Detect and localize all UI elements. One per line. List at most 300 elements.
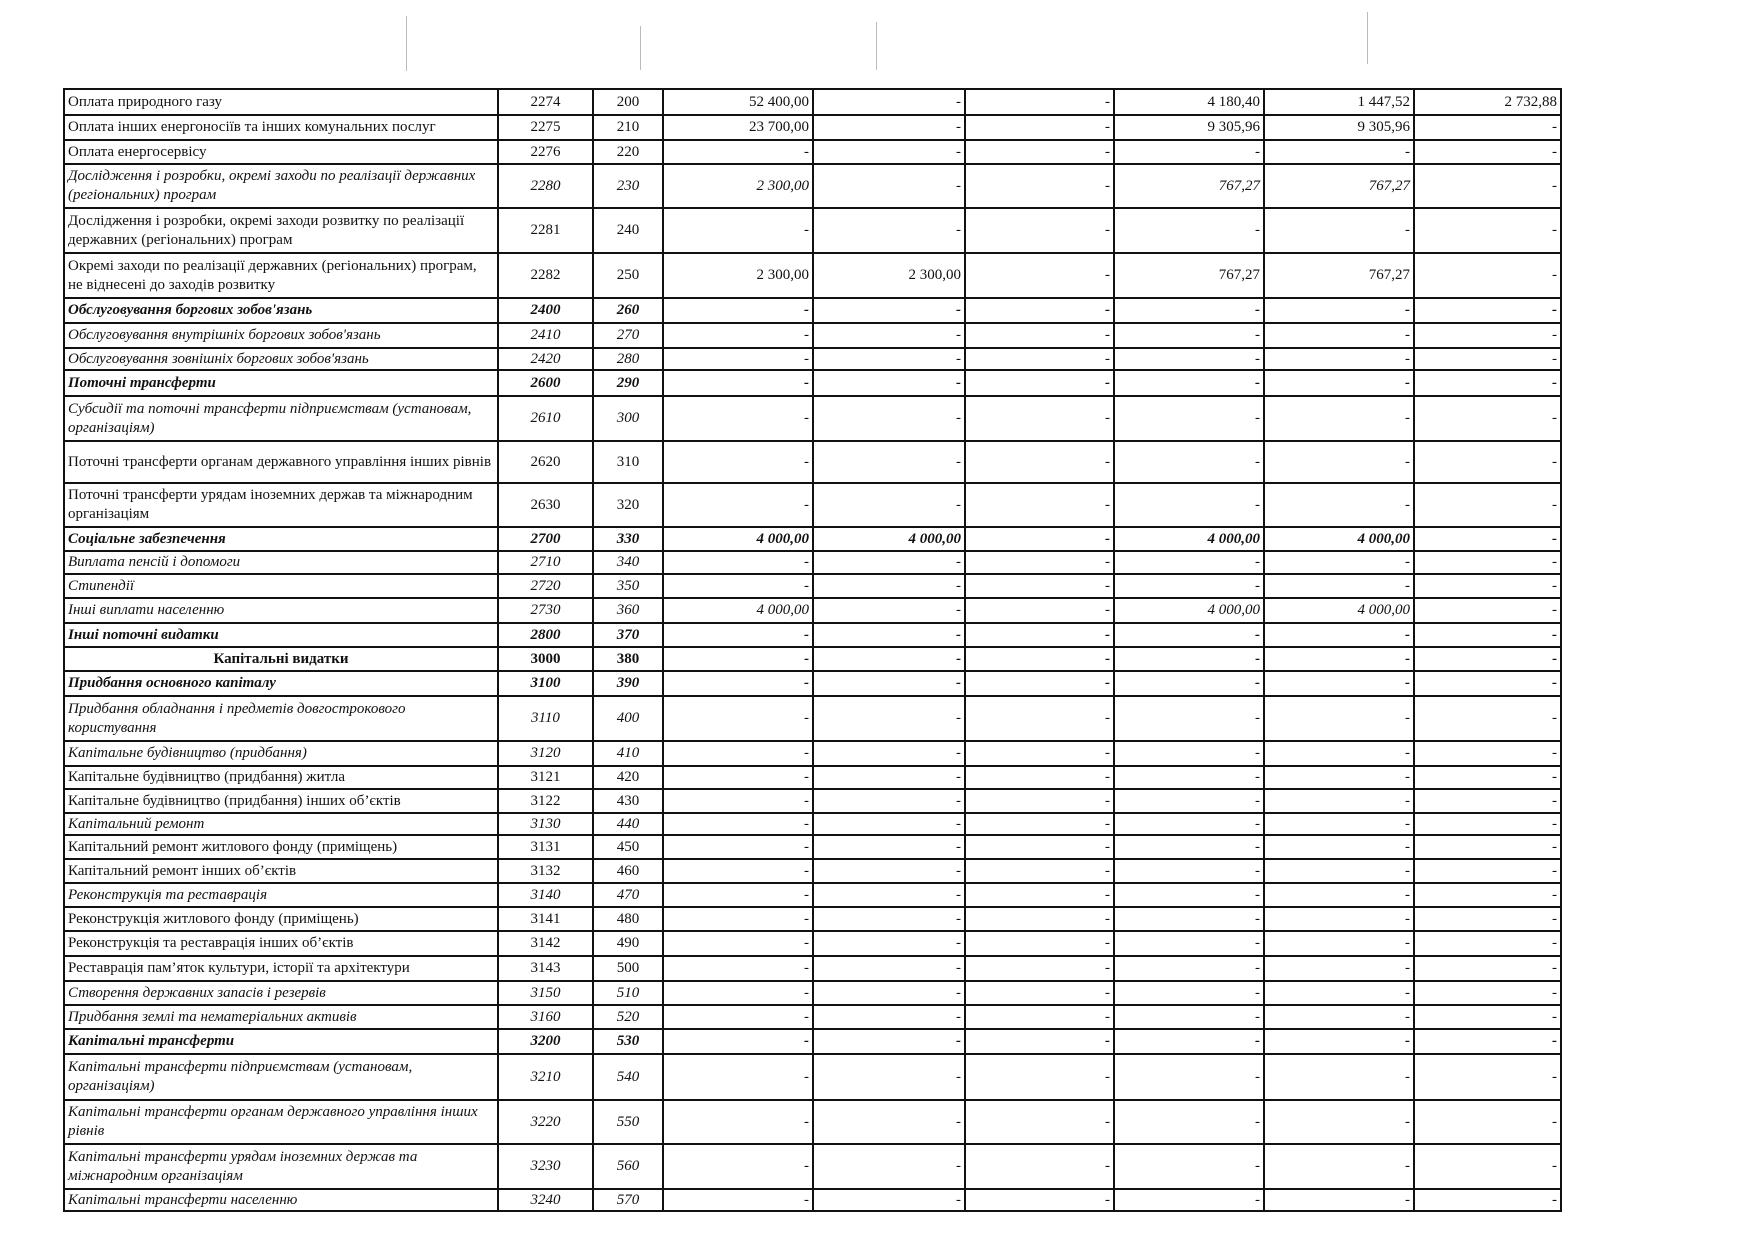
- row-value-5: -: [1264, 789, 1414, 813]
- row-value-2: -: [813, 696, 965, 741]
- row-value-1: -: [663, 981, 813, 1005]
- row-kekv-code: 2800: [498, 623, 593, 647]
- row-value-3: -: [965, 348, 1114, 370]
- row-name: Реставрація пам’яток культури, історії та архітектури: [64, 956, 498, 981]
- row-name: Капітальні трансферти урядам іноземних держав та міжнародним організаціям: [64, 1144, 498, 1189]
- row-value-4: -: [1114, 623, 1264, 647]
- row-value-4: -: [1114, 298, 1264, 323]
- row-value-4: -: [1114, 1144, 1264, 1189]
- row-value-3: -: [965, 647, 1114, 671]
- row-value-2: -: [813, 956, 965, 981]
- row-value-5: -: [1264, 574, 1414, 598]
- row-kekv-code: 3141: [498, 907, 593, 931]
- row-line-code: 390: [593, 671, 663, 696]
- row-value-2: -: [813, 441, 965, 483]
- table-row: [64, 671, 1561, 696]
- row-line-code: 510: [593, 981, 663, 1005]
- row-name: Капітальні трансферти підприємствам (установам, організаціям): [64, 1054, 498, 1100]
- row-value-5: -: [1264, 551, 1414, 574]
- row-value-1: -: [663, 859, 813, 883]
- row-value-4: -: [1114, 441, 1264, 483]
- row-name: Поточні трансферти урядам іноземних держав та міжнародним організаціям: [64, 483, 498, 527]
- row-value-5: -: [1264, 208, 1414, 253]
- row-value-1: -: [663, 574, 813, 598]
- row-value-1: -: [663, 907, 813, 931]
- row-name: Оплата інших енергоносіїв та інших комунальних послуг: [64, 115, 498, 140]
- row-value-5: -: [1264, 696, 1414, 741]
- row-line-code: 250: [593, 253, 663, 298]
- row-name: Соціальне забезпечення: [64, 527, 498, 551]
- row-value-4: -: [1114, 396, 1264, 441]
- row-value-2: -: [813, 907, 965, 931]
- row-value-2: 2 300,00: [813, 253, 965, 298]
- row-name: Капітальний ремонт житлового фонду (приміщень): [64, 835, 498, 859]
- row-value-4: -: [1114, 1005, 1264, 1029]
- row-value-3: -: [965, 696, 1114, 741]
- row-value-5: -: [1264, 741, 1414, 766]
- row-value-1: -: [663, 671, 813, 696]
- row-value-1: -: [663, 1029, 813, 1054]
- row-value-4: -: [1114, 323, 1264, 348]
- table-row: [64, 370, 1561, 396]
- table-row: [64, 574, 1561, 598]
- row-value-5: -: [1264, 323, 1414, 348]
- row-name: Реконструкція та реставрація інших об’єктів: [64, 931, 498, 956]
- row-value-6: -: [1414, 1189, 1561, 1211]
- row-name: Дослідження і розробки, окремі заходи розвитку по реалізації державних (регіональних) програм: [64, 208, 498, 253]
- row-value-6: -: [1414, 115, 1561, 140]
- row-value-2: -: [813, 89, 965, 115]
- row-name: Капітальні видатки: [64, 647, 498, 671]
- row-value-3: -: [965, 671, 1114, 696]
- row-line-code: 370: [593, 623, 663, 647]
- table-row: [64, 527, 1561, 551]
- row-value-1: -: [663, 551, 813, 574]
- row-value-2: -: [813, 396, 965, 441]
- row-value-1: -: [663, 789, 813, 813]
- row-value-3: -: [965, 956, 1114, 981]
- row-value-6: -: [1414, 1100, 1561, 1144]
- row-value-6: -: [1414, 441, 1561, 483]
- table-row: [64, 696, 1561, 741]
- row-value-4: -: [1114, 671, 1264, 696]
- table-row: [64, 89, 1561, 115]
- table-row: [64, 483, 1561, 527]
- row-kekv-code: 2720: [498, 574, 593, 598]
- row-value-5: -: [1264, 835, 1414, 859]
- row-value-1: -: [663, 813, 813, 835]
- row-value-6: -: [1414, 370, 1561, 396]
- row-value-3: -: [965, 907, 1114, 931]
- row-line-code: 470: [593, 883, 663, 907]
- row-value-3: -: [965, 766, 1114, 789]
- row-value-2: -: [813, 370, 965, 396]
- row-value-6: -: [1414, 741, 1561, 766]
- row-line-code: 340: [593, 551, 663, 574]
- row-value-5: -: [1264, 298, 1414, 323]
- row-line-code: 200: [593, 89, 663, 115]
- row-value-4: -: [1114, 859, 1264, 883]
- row-kekv-code: 2620: [498, 441, 593, 483]
- row-value-3: -: [965, 323, 1114, 348]
- row-value-4: -: [1114, 348, 1264, 370]
- row-line-code: 360: [593, 598, 663, 623]
- row-value-3: -: [965, 527, 1114, 551]
- row-value-6: -: [1414, 883, 1561, 907]
- row-value-4: -: [1114, 647, 1264, 671]
- row-value-6: -: [1414, 1005, 1561, 1029]
- row-value-6: -: [1414, 789, 1561, 813]
- table-row: [64, 164, 1561, 208]
- row-kekv-code: 3130: [498, 813, 593, 835]
- row-value-3: -: [965, 981, 1114, 1005]
- row-value-1: 4 000,00: [663, 527, 813, 551]
- row-kekv-code: 3200: [498, 1029, 593, 1054]
- row-value-4: -: [1114, 907, 1264, 931]
- row-value-2: -: [813, 766, 965, 789]
- row-name: Створення державних запасів і резервів: [64, 981, 498, 1005]
- row-value-4: -: [1114, 1100, 1264, 1144]
- row-value-6: -: [1414, 208, 1561, 253]
- table-row: [64, 598, 1561, 623]
- row-value-6: -: [1414, 1144, 1561, 1189]
- row-value-3: -: [965, 574, 1114, 598]
- row-kekv-code: 2610: [498, 396, 593, 441]
- row-value-5: 767,27: [1264, 253, 1414, 298]
- row-value-6: -: [1414, 1029, 1561, 1054]
- row-kekv-code: 2400: [498, 298, 593, 323]
- row-value-1: -: [663, 298, 813, 323]
- row-value-4: -: [1114, 766, 1264, 789]
- row-value-5: -: [1264, 1029, 1414, 1054]
- row-value-6: -: [1414, 1054, 1561, 1100]
- budget-expenditure-table: [63, 88, 1562, 1212]
- row-value-2: -: [813, 551, 965, 574]
- row-value-3: -: [965, 835, 1114, 859]
- row-value-3: -: [965, 859, 1114, 883]
- row-value-4: -: [1114, 574, 1264, 598]
- row-value-5: 4 000,00: [1264, 598, 1414, 623]
- row-value-3: -: [965, 1144, 1114, 1189]
- row-value-2: -: [813, 1029, 965, 1054]
- row-kekv-code: 3143: [498, 956, 593, 981]
- row-line-code: 210: [593, 115, 663, 140]
- row-line-code: 560: [593, 1144, 663, 1189]
- scan-artifact: [876, 22, 877, 70]
- row-value-6: -: [1414, 298, 1561, 323]
- row-value-2: -: [813, 1054, 965, 1100]
- row-name: Капітальні трансферти населенню: [64, 1189, 498, 1211]
- row-value-4: -: [1114, 931, 1264, 956]
- row-kekv-code: 2600: [498, 370, 593, 396]
- row-name: Виплата пенсій і допомоги: [64, 551, 498, 574]
- table-row: [64, 981, 1561, 1005]
- row-value-1: -: [663, 741, 813, 766]
- row-kekv-code: 3122: [498, 789, 593, 813]
- table-row: [64, 348, 1561, 370]
- row-value-3: -: [965, 208, 1114, 253]
- table-row: [64, 647, 1561, 671]
- row-value-6: -: [1414, 931, 1561, 956]
- row-kekv-code: 3220: [498, 1100, 593, 1144]
- table-row: [64, 741, 1561, 766]
- row-value-5: -: [1264, 1100, 1414, 1144]
- row-value-5: 1 447,52: [1264, 89, 1414, 115]
- scan-artifact: [406, 16, 407, 71]
- row-value-2: -: [813, 323, 965, 348]
- row-value-6: -: [1414, 647, 1561, 671]
- row-kekv-code: 2710: [498, 551, 593, 574]
- row-value-6: -: [1414, 527, 1561, 551]
- row-kekv-code: 2280: [498, 164, 593, 208]
- table-row: [64, 551, 1561, 574]
- table-row: [64, 1144, 1561, 1189]
- row-kekv-code: 2700: [498, 527, 593, 551]
- row-value-4: -: [1114, 813, 1264, 835]
- row-name: Поточні трансферти органам державного управління інших рівнів: [64, 441, 498, 483]
- row-value-2: -: [813, 1189, 965, 1211]
- row-kekv-code: 3121: [498, 766, 593, 789]
- table-row: [64, 859, 1561, 883]
- row-name: Субсидії та поточні трансферти підприємствам (установам, організаціям): [64, 396, 498, 441]
- row-value-1: -: [663, 208, 813, 253]
- row-value-1: -: [663, 483, 813, 527]
- row-value-1: -: [663, 1054, 813, 1100]
- row-value-6: -: [1414, 671, 1561, 696]
- row-value-5: 9 305,96: [1264, 115, 1414, 140]
- row-line-code: 410: [593, 741, 663, 766]
- row-value-6: -: [1414, 348, 1561, 370]
- row-name: Придбання обладнання і предметів довгострокового користування: [64, 696, 498, 741]
- row-kekv-code: 3000: [498, 647, 593, 671]
- row-value-2: -: [813, 140, 965, 164]
- row-value-5: -: [1264, 907, 1414, 931]
- row-name: Реконструкція житлового фонду (приміщень): [64, 907, 498, 931]
- table-row: [64, 956, 1561, 981]
- row-value-1: -: [663, 348, 813, 370]
- row-kekv-code: 2281: [498, 208, 593, 253]
- row-value-3: -: [965, 253, 1114, 298]
- row-value-6: -: [1414, 696, 1561, 741]
- row-value-4: 4 000,00: [1114, 527, 1264, 551]
- row-value-3: -: [965, 396, 1114, 441]
- row-kekv-code: 3150: [498, 981, 593, 1005]
- row-value-2: -: [813, 859, 965, 883]
- row-kekv-code: 2276: [498, 140, 593, 164]
- row-value-3: -: [965, 1005, 1114, 1029]
- row-value-5: -: [1264, 1189, 1414, 1211]
- table-row: [64, 835, 1561, 859]
- row-value-1: -: [663, 623, 813, 647]
- row-kekv-code: 2274: [498, 89, 593, 115]
- row-line-code: 570: [593, 1189, 663, 1211]
- row-kekv-code: 3140: [498, 883, 593, 907]
- row-value-4: -: [1114, 956, 1264, 981]
- row-value-1: -: [663, 1100, 813, 1144]
- row-value-1: -: [663, 696, 813, 741]
- row-name: Капітальний ремонт інших об’єктів: [64, 859, 498, 883]
- row-value-3: -: [965, 140, 1114, 164]
- row-value-4: -: [1114, 1054, 1264, 1100]
- row-line-code: 440: [593, 813, 663, 835]
- row-value-2: -: [813, 598, 965, 623]
- row-value-3: -: [965, 1029, 1114, 1054]
- row-value-1: -: [663, 396, 813, 441]
- row-value-2: -: [813, 883, 965, 907]
- row-value-5: -: [1264, 813, 1414, 835]
- row-value-1: -: [663, 956, 813, 981]
- row-value-5: -: [1264, 140, 1414, 164]
- row-value-5: -: [1264, 1005, 1414, 1029]
- table-row: [64, 789, 1561, 813]
- row-value-2: -: [813, 208, 965, 253]
- row-line-code: 350: [593, 574, 663, 598]
- row-value-2: -: [813, 164, 965, 208]
- row-value-4: -: [1114, 1029, 1264, 1054]
- row-value-2: -: [813, 115, 965, 140]
- row-value-1: -: [663, 835, 813, 859]
- row-value-1: -: [663, 370, 813, 396]
- row-value-6: -: [1414, 623, 1561, 647]
- row-value-4: 767,27: [1114, 164, 1264, 208]
- row-kekv-code: 2275: [498, 115, 593, 140]
- table-row: [64, 623, 1561, 647]
- row-name: Оплата природного газу: [64, 89, 498, 115]
- row-kekv-code: 3132: [498, 859, 593, 883]
- row-value-4: -: [1114, 1189, 1264, 1211]
- row-line-code: 290: [593, 370, 663, 396]
- row-value-3: -: [965, 298, 1114, 323]
- table-row: [64, 883, 1561, 907]
- row-name: Капітальний ремонт: [64, 813, 498, 835]
- row-value-3: -: [965, 1054, 1114, 1100]
- table-row: [64, 766, 1561, 789]
- row-line-code: 400: [593, 696, 663, 741]
- row-name: Обслуговування внутрішніх боргових зобов'язань: [64, 323, 498, 348]
- row-value-5: -: [1264, 483, 1414, 527]
- row-value-4: -: [1114, 696, 1264, 741]
- row-line-code: 270: [593, 323, 663, 348]
- row-value-6: -: [1414, 835, 1561, 859]
- row-value-3: -: [965, 89, 1114, 115]
- row-value-4: -: [1114, 483, 1264, 527]
- row-value-4: -: [1114, 370, 1264, 396]
- row-value-5: -: [1264, 370, 1414, 396]
- row-value-3: -: [965, 483, 1114, 527]
- row-value-4: -: [1114, 551, 1264, 574]
- row-value-2: 4 000,00: [813, 527, 965, 551]
- row-value-3: -: [965, 931, 1114, 956]
- row-line-code: 330: [593, 527, 663, 551]
- row-value-2: -: [813, 348, 965, 370]
- row-value-5: -: [1264, 981, 1414, 1005]
- row-kekv-code: 3110: [498, 696, 593, 741]
- row-kekv-code: 2630: [498, 483, 593, 527]
- row-value-1: -: [663, 441, 813, 483]
- table-row: [64, 1054, 1561, 1100]
- row-kekv-code: 3100: [498, 671, 593, 696]
- row-value-6: -: [1414, 981, 1561, 1005]
- row-value-2: -: [813, 741, 965, 766]
- row-value-1: 4 000,00: [663, 598, 813, 623]
- row-line-code: 430: [593, 789, 663, 813]
- row-kekv-code: 3131: [498, 835, 593, 859]
- row-value-4: 9 305,96: [1114, 115, 1264, 140]
- row-value-6: -: [1414, 574, 1561, 598]
- row-value-1: -: [663, 931, 813, 956]
- row-line-code: 230: [593, 164, 663, 208]
- row-value-1: 52 400,00: [663, 89, 813, 115]
- row-name: Обслуговування зовнішніх боргових зобов'язань: [64, 348, 498, 370]
- table-row: [64, 298, 1561, 323]
- row-value-4: 4 180,40: [1114, 89, 1264, 115]
- row-kekv-code: 2282: [498, 253, 593, 298]
- row-line-code: 220: [593, 140, 663, 164]
- row-value-6: 2 732,88: [1414, 89, 1561, 115]
- row-value-2: -: [813, 298, 965, 323]
- row-name: Реконструкція та реставрація: [64, 883, 498, 907]
- row-value-6: -: [1414, 483, 1561, 527]
- row-value-3: -: [965, 164, 1114, 208]
- row-value-3: -: [965, 883, 1114, 907]
- table-row: [64, 1005, 1561, 1029]
- row-kekv-code: 3120: [498, 741, 593, 766]
- row-value-4: -: [1114, 981, 1264, 1005]
- row-value-3: -: [965, 370, 1114, 396]
- row-value-1: -: [663, 323, 813, 348]
- row-value-2: -: [813, 1100, 965, 1144]
- row-line-code: 500: [593, 956, 663, 981]
- row-name: Дослідження і розробки, окремі заходи по реалізації державних (регіональних) програм: [64, 164, 498, 208]
- table-row: [64, 931, 1561, 956]
- row-value-6: -: [1414, 140, 1561, 164]
- row-line-code: 540: [593, 1054, 663, 1100]
- row-kekv-code: 2410: [498, 323, 593, 348]
- scan-artifact: [1367, 12, 1368, 64]
- row-value-2: -: [813, 1005, 965, 1029]
- row-value-5: 767,27: [1264, 164, 1414, 208]
- row-value-5: -: [1264, 766, 1414, 789]
- row-line-code: 530: [593, 1029, 663, 1054]
- row-value-3: -: [965, 1189, 1114, 1211]
- row-value-3: -: [965, 1100, 1114, 1144]
- row-line-code: 450: [593, 835, 663, 859]
- row-value-6: -: [1414, 766, 1561, 789]
- row-value-5: -: [1264, 623, 1414, 647]
- table-row: [64, 253, 1561, 298]
- row-value-5: -: [1264, 1054, 1414, 1100]
- table-row: [64, 1100, 1561, 1144]
- row-value-4: -: [1114, 140, 1264, 164]
- row-line-code: 420: [593, 766, 663, 789]
- row-name: Стипендії: [64, 574, 498, 598]
- row-value-5: -: [1264, 931, 1414, 956]
- row-value-6: -: [1414, 859, 1561, 883]
- row-line-code: 240: [593, 208, 663, 253]
- row-value-6: -: [1414, 253, 1561, 298]
- row-name: Поточні трансферти: [64, 370, 498, 396]
- row-value-4: -: [1114, 208, 1264, 253]
- row-value-2: -: [813, 1144, 965, 1189]
- row-value-4: -: [1114, 789, 1264, 813]
- row-value-3: -: [965, 741, 1114, 766]
- table-row: [64, 907, 1561, 931]
- row-value-2: -: [813, 574, 965, 598]
- row-value-6: -: [1414, 396, 1561, 441]
- row-value-1: -: [663, 1189, 813, 1211]
- row-line-code: 480: [593, 907, 663, 931]
- row-line-code: 260: [593, 298, 663, 323]
